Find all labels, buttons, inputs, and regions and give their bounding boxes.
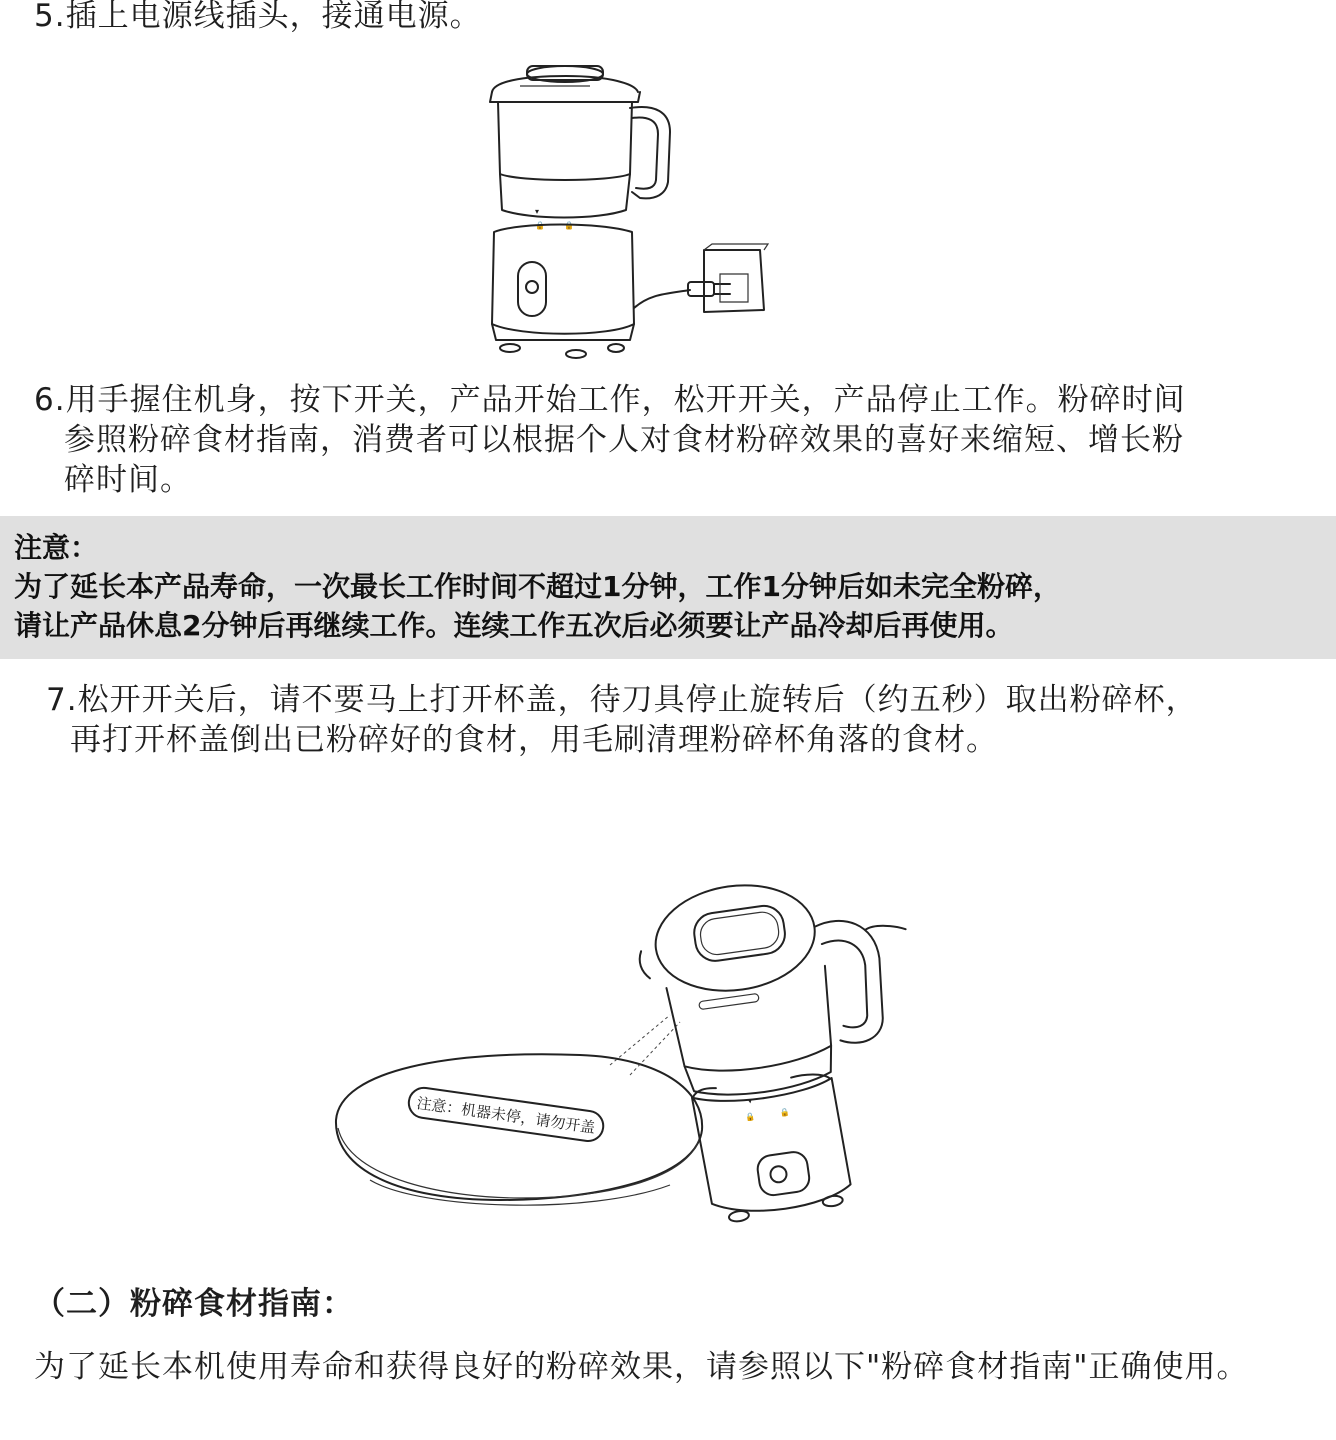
caution-note-line-1: 为了延长本产品寿命，一次最长工作时间不超过1分钟，工作1分钟后如未完全粉碎， — [14, 570, 1061, 603]
svg-text:🔒: 🔒 — [744, 1112, 756, 1123]
step-6-line-1: 6.用手握住机身，按下开关，产品开始工作，松开开关，产品停止工作。粉碎时间 — [34, 382, 1186, 418]
svg-text:▾: ▾ — [535, 207, 540, 216]
svg-text:🔒: 🔒 — [779, 1107, 791, 1118]
grinder-plugged-in-illustration — [480, 62, 780, 362]
step-6-line-3: 碎时间。 — [64, 462, 192, 498]
svg-text:🔒: 🔒 — [535, 221, 545, 230]
step-7-line-1: 7.松开开关后，请不要马上打开杯盖，待刀具停止旋转后（约五秒）取出粉碎杯， — [46, 682, 1198, 718]
step-5-line-1: 5.插上电源线插头，接通电源。 — [34, 0, 482, 34]
caution-note-line-2: 请让产品休息2分钟后再继续工作。连续工作五次后必须要让产品冷却后再使用。 — [14, 609, 1014, 642]
caution-note-box — [0, 516, 1336, 659]
step-7-text — [46, 680, 1316, 760]
svg-text:🔒: 🔒 — [564, 221, 574, 230]
step-6-text — [34, 380, 1314, 500]
step-6-line-2: 参照粉碎食材指南，消费者可以根据个人对食材粉碎效果的喜好来缩短、增长粉 — [64, 422, 1184, 458]
step-7-line-2: 再打开杯盖倒出已粉碎好的食材，用毛刷清理粉碎杯角落的食材。 — [70, 722, 998, 758]
caution-note-heading: 注意： — [14, 531, 99, 564]
section-title: （二）粉碎食材指南： — [34, 1286, 354, 1322]
lid-warning-label: 注意：机器未停，请勿开盖 — [415, 1093, 597, 1137]
step-5-text — [34, 0, 482, 36]
section-intro: 为了延长本机使用寿命和获得良好的粉碎效果，请参照以下"粉碎食材指南"正确使用。 — [34, 1349, 1249, 1385]
svg-text:▾: ▾ — [747, 1096, 753, 1106]
lid-warning-illustration — [330, 860, 960, 1240]
